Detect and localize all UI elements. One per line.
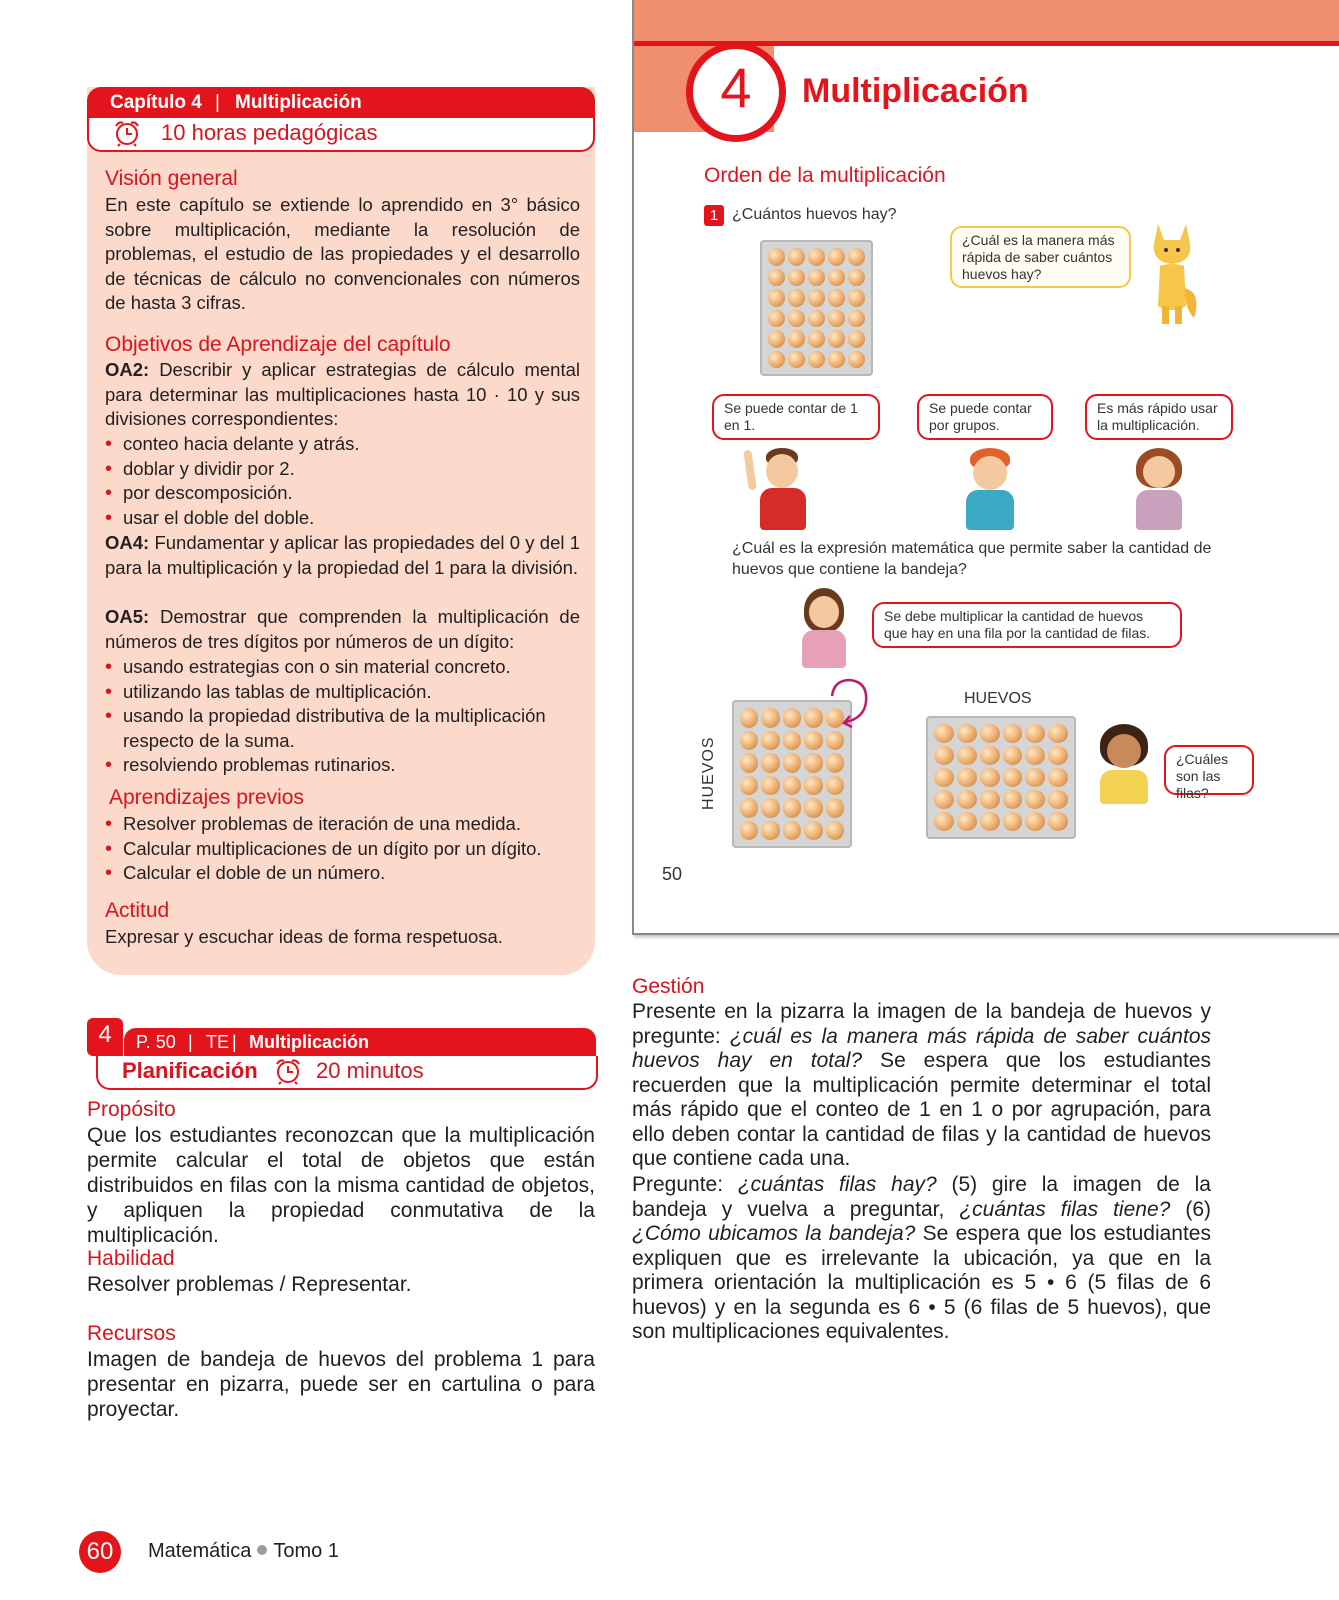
egg-icon: [783, 708, 801, 728]
egg-icon: [788, 248, 805, 266]
overview-title: Visión general: [105, 167, 238, 190]
planning-te: TE: [206, 1032, 230, 1052]
objective-text: Fundamentar y aplicar las propiedades del 0 y del 1 para la multiplicación y la propiedad del 1 para la división.: [105, 532, 580, 578]
alarm-clock-icon: [113, 119, 141, 147]
boy-character-icon: [952, 448, 1026, 530]
gestion-title: Gestión: [632, 975, 705, 998]
egg-icon: [740, 776, 758, 796]
attitude-title: Actitud: [105, 899, 170, 922]
boy-character-icon: [744, 448, 818, 530]
egg-icon: [828, 289, 845, 307]
gestion-question: ¿cuántas filas hay?: [737, 1173, 937, 1196]
gestion-text: (6): [1170, 1197, 1212, 1221]
egg-icon: [957, 790, 977, 809]
egg-icon: [768, 310, 785, 328]
gestion-question: ¿cuál es la manera más rápida de saber cuántos huevos hay en total?: [632, 1024, 1212, 1072]
egg-icon: [783, 776, 801, 796]
egg-icon: [848, 248, 865, 266]
egg-icon: [761, 798, 779, 818]
egg-icon: [828, 351, 845, 369]
planning-page: P. 50: [136, 1032, 176, 1052]
egg-icon: [828, 330, 845, 348]
list-item: • conteo hacia delante y atrás.: [105, 432, 580, 457]
girl-character-icon: [794, 588, 856, 668]
purpose-text: Que los estudiantes reconozcan que la multiplicación permite calcular el total de objetos que están distribuidos en filas con la misma cantidad de objetos, y apliquen la propiedad conmutativa de la multiplicación.: [87, 1124, 595, 1247]
objective-oa2: [105, 358, 580, 432]
egg-icon: [1048, 790, 1068, 809]
egg-icon: [761, 708, 779, 728]
egg-icon: [768, 269, 785, 287]
planning-title: Planificación: [122, 1058, 258, 1083]
footer-subject: Matemática: [148, 1540, 252, 1562]
egg-icon: [980, 746, 1000, 765]
gestion-text: Se espera que los estudiantes recuerden que la multiplicación permite determinar el total más rápido que el conteo de 1 en 1 o por agrupación, para ello deben contar la cantidad de filas y la cantidad de huevos que contiene cada una.: [632, 1049, 1211, 1170]
egg-icon: [788, 269, 805, 287]
objective-oa4: [105, 531, 580, 580]
egg-icon: [826, 798, 844, 818]
egg-icon: [783, 753, 801, 773]
gestion-paragraph-1: [632, 1000, 1211, 1172]
egg-icon: [761, 753, 779, 773]
egg-icon: [957, 768, 977, 787]
egg-icon: [804, 776, 822, 796]
footer-label: [148, 1540, 339, 1563]
egg-icon: [788, 289, 805, 307]
egg-icon: [980, 768, 1000, 787]
gestion-text: Se espera que los estudiantes expliquen que es irrelevante la ubicación, ya que en la primera orientación la multiplicación es 5 • 6 (5 filas de 6 huevos) y en la segunda es 6 • 5 (6 filas de 5 huevos), que son multiplicaciones equivalentes.: [632, 1222, 1211, 1343]
egg-icon: [804, 753, 822, 773]
egg-icon: [783, 731, 801, 751]
egg-tray: [760, 240, 873, 376]
gestion-question: ¿Cómo ubicamos la bandeja?: [632, 1222, 916, 1245]
problem-number: 1: [704, 205, 724, 226]
egg-icon: [740, 821, 758, 841]
egg-icon: [980, 812, 1000, 831]
egg-icon: [848, 330, 865, 348]
egg-icon: [826, 821, 844, 841]
chapter-name: Multiplicación: [235, 92, 362, 113]
egg-icon: [980, 790, 1000, 809]
egg-icon: [1048, 746, 1068, 765]
header-separator: |: [232, 1032, 237, 1052]
egg-icon: [761, 821, 779, 841]
egg-icon: [768, 248, 785, 266]
gestion-text: Pregunte:: [632, 1173, 738, 1196]
planning-number-badge: 4: [87, 1018, 123, 1056]
header-separator: |: [188, 1032, 193, 1052]
egg-icon: [1048, 768, 1068, 787]
egg-icon: [1025, 812, 1045, 831]
list-item: • usando estrategias con o sin material concreto.: [105, 655, 580, 680]
oa5-bullets: [105, 655, 580, 778]
page-number: 60: [79, 1531, 121, 1573]
egg-icon: [957, 746, 977, 765]
egg-icon: [848, 351, 865, 369]
objective-text: Describir y aplicar estrategias de cálculo mental para determinar las multiplicaciones hasta 10 · 10 y sus divisiones correspondientes:: [105, 359, 580, 429]
list-item: • Calcular multiplicaciones de un dígito por un dígito.: [105, 837, 580, 862]
footer-volume: Tomo 1: [273, 1540, 339, 1562]
egg-icon: [848, 310, 865, 328]
skill-text: Resolver problemas / Representar.: [87, 1273, 412, 1296]
objective-code: OA4:: [105, 532, 150, 553]
prior-learning-title: Aprendizajes previos: [109, 786, 304, 809]
student-chapter-number: 4: [720, 56, 752, 119]
egg-icon: [768, 351, 785, 369]
egg-icon: [826, 753, 844, 773]
purpose-title: Propósito: [87, 1098, 176, 1121]
attitude-text: Expresar y escuchar ideas de forma respetuosa.: [105, 926, 503, 947]
gestion-text: Presente en la pizarra la imagen de la bandeja de huevos y pregunte:: [632, 1000, 1211, 1048]
egg-icon: [934, 768, 954, 787]
egg-icon: [804, 821, 822, 841]
egg-icon: [788, 330, 805, 348]
egg-icon: [783, 821, 801, 841]
egg-icon: [934, 746, 954, 765]
girl-character-icon: [1094, 724, 1154, 810]
resources-title: Recursos: [87, 1322, 176, 1345]
gestion-text: (5) gire la imagen de la bandeja y vuelva a preguntar,: [632, 1173, 1211, 1221]
resources-text: Imagen de bandeja de huevos del problema 1 para presentar en pizarra, puede ser en cartulina o para proyectar.: [87, 1348, 595, 1421]
fox-speech-bubble: ¿Cuál es la manera más rápida de saber cuántos huevos hay?: [950, 226, 1131, 288]
speech-bubble-count-groups: Se puede contar por grupos.: [917, 394, 1053, 440]
egg-icon: [1003, 768, 1023, 787]
egg-icon: [934, 724, 954, 743]
egg-icon: [1003, 790, 1023, 809]
list-item: • Resolver problemas de iteración de una medida.: [105, 812, 580, 837]
egg-icon: [761, 731, 779, 751]
egg-icon: [1025, 790, 1045, 809]
planning-header: [124, 1028, 596, 1056]
objective-code: OA5:: [105, 606, 150, 627]
student-page-number: 50: [662, 864, 683, 884]
overview-text: En este capítulo se extiende lo aprendido en 3° básico sobre multiplicación, mediante la resolución de problemas, el estudio de las propiedades y el desarrollo de técnicas de cálculo no convencionales con números de hasta 3 cifras.: [105, 194, 580, 313]
egg-icon: [828, 269, 845, 287]
egg-icon: [761, 776, 779, 796]
egg-icon: [808, 289, 825, 307]
list-item: • por descomposición.: [105, 481, 580, 506]
egg-icon: [788, 351, 805, 369]
egg-icon: [740, 708, 758, 728]
objectives-title: Objetivos de Aprendizaje del capítulo: [105, 333, 451, 356]
planning-topic: Multiplicación: [249, 1032, 370, 1052]
egg-icon: [1003, 812, 1023, 831]
egg-icon: [957, 812, 977, 831]
list-item: • Calcular el doble de un número.: [105, 861, 580, 886]
egg-icon: [783, 798, 801, 818]
rotate-arrow-icon: [824, 676, 874, 732]
egg-icon: [826, 731, 844, 751]
student-textbook-page: [632, 0, 1339, 935]
objective-code: OA2:: [105, 359, 150, 380]
list-item: • usar el doble del doble.: [105, 506, 580, 531]
student-page-title: Multiplicación: [802, 72, 1029, 110]
egg-icon: [1003, 724, 1023, 743]
speech-bubble-multiply: Es más rápido usar la multiplicación.: [1085, 394, 1233, 440]
list-item: • usando la propiedad distributiva de la multiplicación respecto de la suma.: [105, 704, 580, 753]
egg-icon: [804, 731, 822, 751]
egg-icon: [826, 776, 844, 796]
skill-title: Habilidad: [87, 1247, 175, 1270]
egg-icon: [980, 724, 1000, 743]
egg-icon: [828, 310, 845, 328]
egg-icon: [808, 330, 825, 348]
planning-title-bar: [96, 1056, 598, 1090]
egg-icon: [1025, 768, 1045, 787]
vertical-eggs-label: HUEVOS: [700, 736, 717, 810]
chapter-hours: 10 horas pedagógicas: [161, 120, 378, 145]
speech-bubble-count-one: Se puede contar de 1 en 1.: [712, 394, 880, 440]
girl-speech-bubble: Se debe multiplicar la cantidad de huevos que hay en una fila por la cantidad de filas.: [872, 602, 1182, 648]
egg-icon: [740, 731, 758, 751]
fox-character-icon: [1144, 218, 1200, 330]
alarm-clock-icon: [274, 1057, 302, 1085]
egg-icon: [934, 812, 954, 831]
egg-icon: [808, 269, 825, 287]
egg-icon: [804, 798, 822, 818]
egg-tray: [926, 716, 1076, 839]
egg-icon: [768, 330, 785, 348]
chapter-separator: |: [215, 92, 220, 113]
problem-question: ¿Cuántos huevos hay?: [732, 206, 897, 223]
section-title: Orden de la multiplicación: [704, 164, 946, 187]
egg-icon: [740, 753, 758, 773]
egg-icon: [1025, 724, 1045, 743]
expression-question: ¿Cuál es la expresión matemática que permite saber la cantidad de huevos que contiene la bandeja?: [732, 540, 1212, 578]
egg-icon: [1025, 746, 1045, 765]
egg-icon: [957, 724, 977, 743]
egg-icon: [1003, 746, 1023, 765]
planning-time: 20 minutos: [316, 1058, 424, 1083]
horizontal-eggs-label: HUEVOS: [964, 690, 1032, 707]
egg-icon: [808, 310, 825, 328]
egg-icon: [828, 248, 845, 266]
girl-character-icon: [1122, 448, 1196, 530]
egg-icon: [788, 310, 805, 328]
prior-learning-list: [105, 812, 580, 886]
egg-icon: [804, 708, 822, 728]
chapter-number-circle: [686, 42, 786, 142]
gestion-paragraph-2: [632, 1173, 1211, 1345]
objective-text: Demostrar que comprenden la multiplicación de números de tres dígitos por números de un dígito:: [105, 606, 581, 652]
egg-icon: [740, 798, 758, 818]
chapter-label: Capítulo 4: [110, 92, 202, 113]
egg-icon: [808, 248, 825, 266]
separator-dot-icon: [257, 1545, 267, 1555]
egg-icon: [1048, 812, 1068, 831]
list-item: • doblar y dividir por 2.: [105, 457, 580, 482]
egg-icon: [934, 790, 954, 809]
rows-speech-bubble: ¿Cuáles son las filas?: [1164, 745, 1254, 795]
list-item: • resolviendo problemas rutinarios.: [105, 753, 580, 778]
chapter-header: [87, 87, 595, 119]
list-item: • utilizando las tablas de multiplicación.: [105, 680, 580, 705]
chapter-hours-bar: [87, 118, 595, 152]
egg-icon: [1048, 724, 1068, 743]
oa2-bullets: [105, 432, 580, 530]
egg-icon: [808, 351, 825, 369]
egg-icon: [768, 289, 785, 307]
objective-oa5: [105, 605, 580, 654]
egg-icon: [848, 269, 865, 287]
egg-icon: [848, 289, 865, 307]
gestion-question: ¿cuántas filas tiene?: [959, 1197, 1171, 1221]
